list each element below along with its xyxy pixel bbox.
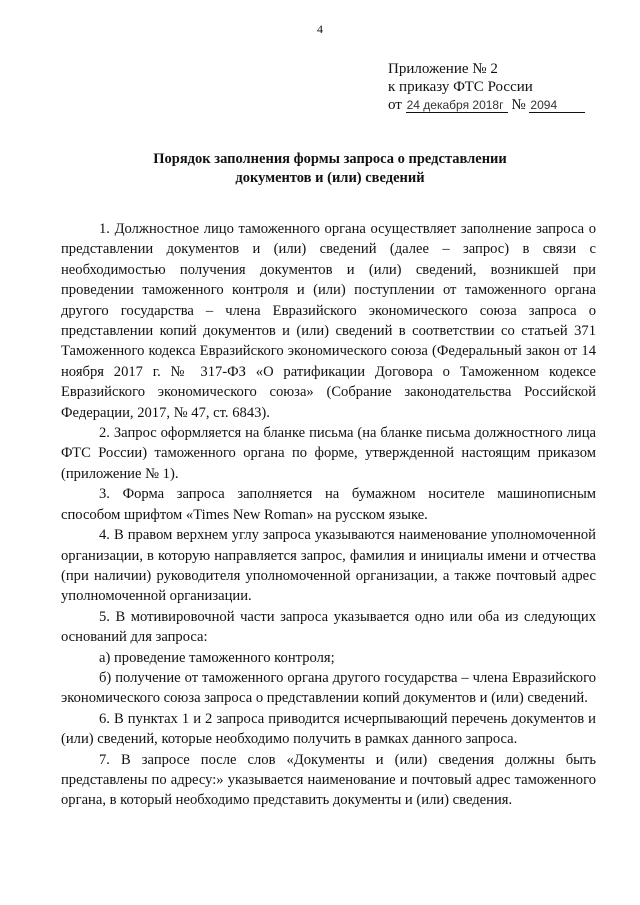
paragraph-7: 7. В запросе после слов «Документы и (или) сведения должны быть представлены по адресу:» указывается наименование и почтовый адрес таможенного органа, в который необходимо представить документы и (или) сведения. [61, 751, 596, 809]
paragraph-5a: а) проведение таможенного контроля; [99, 649, 335, 666]
paragraph-4: 4. В правом верхнем углу запроса указываются наименование уполномоченной организации, в которую направляется запрос, фамилия и инициалы имени и отчества (при наличии) руководителя уполномоченной организации, а также почтовый адрес уполномоченной организации. [61, 527, 596, 605]
paragraph-2: 2. Запрос оформляется на бланке письма (на бланке письма должностного лица ФТС России) таможенного органа по форме, утвержденной настоящим приказом (приложение № 1). [61, 425, 596, 482]
order-date: 24 декабря 2018г [406, 98, 508, 113]
appendix-date-line [388, 96, 585, 114]
document-body [61, 219, 596, 811]
paragraph-5: 5. В мотивировочной части запроса указывается одно или оба из следующих оснований для запроса: [61, 608, 596, 646]
appendix-header [388, 60, 585, 114]
order-number: 2094 [529, 98, 585, 113]
paragraph-3: 3. Форма запроса заполняется на бумажном носителе машинописным способом шрифтом «Times New Roman» на русском языке. [61, 486, 596, 523]
appendix-order-reference: к приказу ФТС России [388, 79, 533, 95]
page-number: 4 [317, 22, 323, 36]
title-line-2: документов и (или) сведений [235, 170, 425, 186]
document-title [60, 150, 600, 188]
paragraph-5b: б) получение от таможенного органа другого государства – члена Евразийского экономического союза запроса о представлении копий документов и (или) сведений. [61, 669, 596, 707]
date-prefix: от [388, 97, 402, 113]
paragraph-1: 1. Должностное лицо таможенного органа осуществляет заполнение запроса о представлении документов и (или) сведений (далее – запрос) в связи с необходимостью получения документов и (или) сведений, возникшей при проведении таможенного контроля и (или) поступлении от таможенного органа другого государства – члена Евразийского экономического союза запроса о представлении копий документов и (или) сведений в соответствии со статьей 371 Таможенного кодекса Евразийского экономического союза (Федеральный закон от 14 ноября 2017 г. № 317-ФЗ «О ратификации Договора о Таможенном кодексе Евразийского экономического союза» (Собрание законодательства Российской Федерации, 2017, № 47, ст. 6843). [61, 221, 596, 421]
appendix-title: Приложение № 2 [388, 61, 498, 77]
paragraph-6: 6. В пунктах 1 и 2 запроса приводится исчерпывающий перечень документов и (или) сведений, которые необходимо получить в рамках данного запроса. [61, 710, 596, 748]
number-sign: № [511, 97, 526, 113]
title-line-1: Порядок заполнения формы запроса о представлении [153, 151, 507, 167]
